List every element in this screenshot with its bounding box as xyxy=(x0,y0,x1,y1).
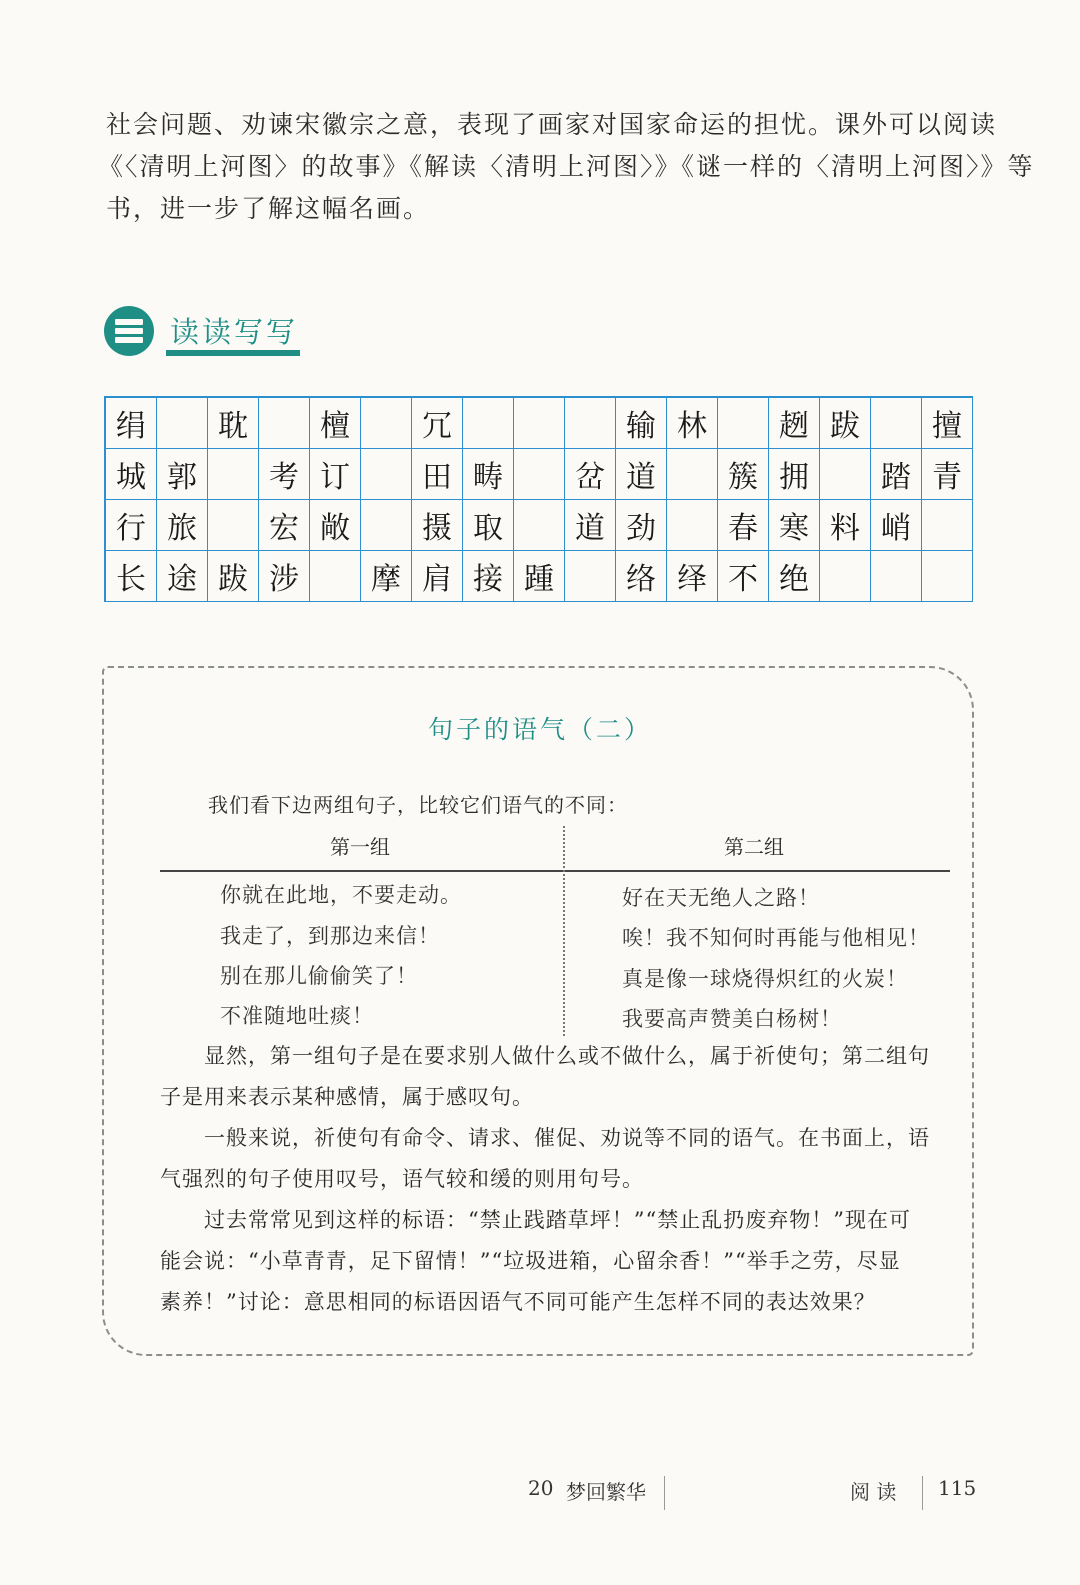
table-divider xyxy=(563,826,565,1036)
grid-cell: 不 xyxy=(718,551,769,602)
grid-cell: 耽 xyxy=(208,398,259,449)
grid-cell: 绎 xyxy=(667,551,718,602)
grid-cell xyxy=(820,449,871,500)
grid-cell: 摄 xyxy=(412,500,463,551)
grid-cell: 踵 xyxy=(514,551,565,602)
grid-cell xyxy=(463,398,514,449)
grid-cell xyxy=(820,551,871,602)
grid-cell: 趔 xyxy=(769,398,820,449)
grid-cell xyxy=(922,500,973,551)
grid-cell: 敞 xyxy=(310,500,361,551)
grid-cell xyxy=(565,551,616,602)
group-one-sentence: 别在那儿偷偷笑了！ xyxy=(220,964,418,988)
grid-cell: 峭 xyxy=(871,500,922,551)
grid-cell: 春 xyxy=(718,500,769,551)
grid-cell: 途 xyxy=(157,551,208,602)
grid-cell: 簇 xyxy=(718,449,769,500)
grid-cell xyxy=(157,398,208,449)
grid-cell xyxy=(871,551,922,602)
grid-cell: 取 xyxy=(463,500,514,551)
grid-cell xyxy=(361,449,412,500)
grid-cell: 长 xyxy=(106,551,157,602)
grid-cell xyxy=(208,500,259,551)
three-lines-icon xyxy=(104,306,154,356)
group-one-sentence: 你就在此地，不要走动。 xyxy=(220,883,462,907)
intro-paragraph xyxy=(98,104,1035,230)
grid-cell: 畴 xyxy=(463,449,514,500)
footer-divider xyxy=(664,1476,665,1510)
explanation-line: 能会说：“小草青青，足下留情！”“垃圾进箱，心留余香！”“举手之劳，尽显 xyxy=(160,1249,901,1273)
grid-cell: 田 xyxy=(412,449,463,500)
grid-cell: 擅 xyxy=(922,398,973,449)
grid-cell: 郭 xyxy=(157,449,208,500)
intro-line: 社会问题、劝谏宋徽宗之意，表现了画家对国家命运的担忧。课外可以阅读 xyxy=(106,110,998,139)
lesson-title: 梦回繁华 xyxy=(566,1480,646,1504)
grid-cell: 接 xyxy=(463,551,514,602)
grid-cell xyxy=(514,398,565,449)
lesson-number: 20 xyxy=(528,1476,554,1500)
grid-cell: 冗 xyxy=(412,398,463,449)
grid-cell: 肩 xyxy=(412,551,463,602)
group-two-sentence: 好在天无绝人之路！ xyxy=(622,886,820,910)
vocabulary-grid xyxy=(104,396,973,602)
grid-cell xyxy=(565,398,616,449)
grid-cell: 跋 xyxy=(208,551,259,602)
grid-cell xyxy=(667,449,718,500)
grid-cell: 岔 xyxy=(565,449,616,500)
group-one-sentence: 我走了，到那边来信！ xyxy=(220,924,440,948)
grid-cell: 道 xyxy=(565,500,616,551)
grid-cell xyxy=(667,500,718,551)
explanation-line: 显然，第一组句子是在要求别人做什么或不做什么，属于祈使句；第二组句 xyxy=(160,1044,930,1068)
explanation-line: 素养！”讨论：意思相同的标语因语气不同可能产生怎样不同的表达效果？ xyxy=(160,1290,876,1314)
page-number: 115 xyxy=(938,1476,977,1500)
grid-cell xyxy=(310,551,361,602)
grid-cell: 考 xyxy=(259,449,310,500)
grid-cell: 劲 xyxy=(616,500,667,551)
group-two-sentence: 真是像一球烧得炽红的火炭！ xyxy=(622,967,908,991)
explanation-line: 子是用来表示某种感情，属于感叹句。 xyxy=(160,1085,534,1109)
group-two-sentence: 我要高声赞美白杨树！ xyxy=(622,1007,842,1031)
grid-cell: 料 xyxy=(820,500,871,551)
grid-cell: 踏 xyxy=(871,449,922,500)
table-rule xyxy=(160,870,950,872)
grid-cell xyxy=(361,500,412,551)
intro-line: 《〈清明上河图〉的故事》《解读〈清明上河图〉》《谜一样的〈清明上河图〉》等 xyxy=(98,152,1035,181)
group-two-sentence: 唉！我不知何时再能与他相见！ xyxy=(622,926,930,950)
grid-cell: 跋 xyxy=(820,398,871,449)
grid-cell: 林 xyxy=(667,398,718,449)
grid-cell: 宏 xyxy=(259,500,310,551)
grid-cell: 城 xyxy=(106,449,157,500)
grid-cell xyxy=(361,398,412,449)
grid-cell: 络 xyxy=(616,551,667,602)
grid-cell xyxy=(514,500,565,551)
grid-cell: 涉 xyxy=(259,551,310,602)
group-two-heading: 第二组 xyxy=(724,835,784,859)
section-underline xyxy=(166,350,300,356)
grid-cell: 摩 xyxy=(361,551,412,602)
grid-cell: 拥 xyxy=(769,449,820,500)
footer-divider xyxy=(922,1476,923,1510)
grid-cell xyxy=(259,398,310,449)
grid-cell: 订 xyxy=(310,449,361,500)
grid-cell xyxy=(514,449,565,500)
grid-cell: 行 xyxy=(106,500,157,551)
box-title: 句子的语气（二） xyxy=(427,715,652,744)
explanation-line: 一般来说，祈使句有命令、请求、催促、劝说等不同的语气。在书面上，语 xyxy=(160,1126,930,1150)
grid-cell: 绝 xyxy=(769,551,820,602)
section-title: 读读写写 xyxy=(170,315,299,349)
grid-cell xyxy=(871,398,922,449)
unit-label: 阅 读 xyxy=(850,1480,897,1504)
grid-cell: 寒 xyxy=(769,500,820,551)
section-heading xyxy=(104,306,304,366)
box-intro: 我们看下边两组句子，比较它们语气的不同： xyxy=(208,793,628,817)
grid-cell: 旅 xyxy=(157,500,208,551)
grid-cell xyxy=(718,398,769,449)
grid-cell xyxy=(208,449,259,500)
grid-cell: 输 xyxy=(616,398,667,449)
group-one-heading: 第一组 xyxy=(330,835,390,859)
explanation-line: 过去常常见到这样的标语：“禁止践踏草坪！”“禁止乱扔废弃物！”现在可 xyxy=(160,1208,911,1232)
group-one-sentence: 不准随地吐痰！ xyxy=(220,1004,374,1028)
intro-line: 书，进一步了解这幅名画。 xyxy=(106,194,431,223)
grid-cell: 青 xyxy=(922,449,973,500)
grid-cell xyxy=(922,551,973,602)
grid-cell: 道 xyxy=(616,449,667,500)
explanation-line: 气强烈的句子使用叹号，语气较和缓的则用句号。 xyxy=(160,1167,644,1191)
grid-cell: 檀 xyxy=(310,398,361,449)
grid-cell: 绢 xyxy=(106,398,157,449)
